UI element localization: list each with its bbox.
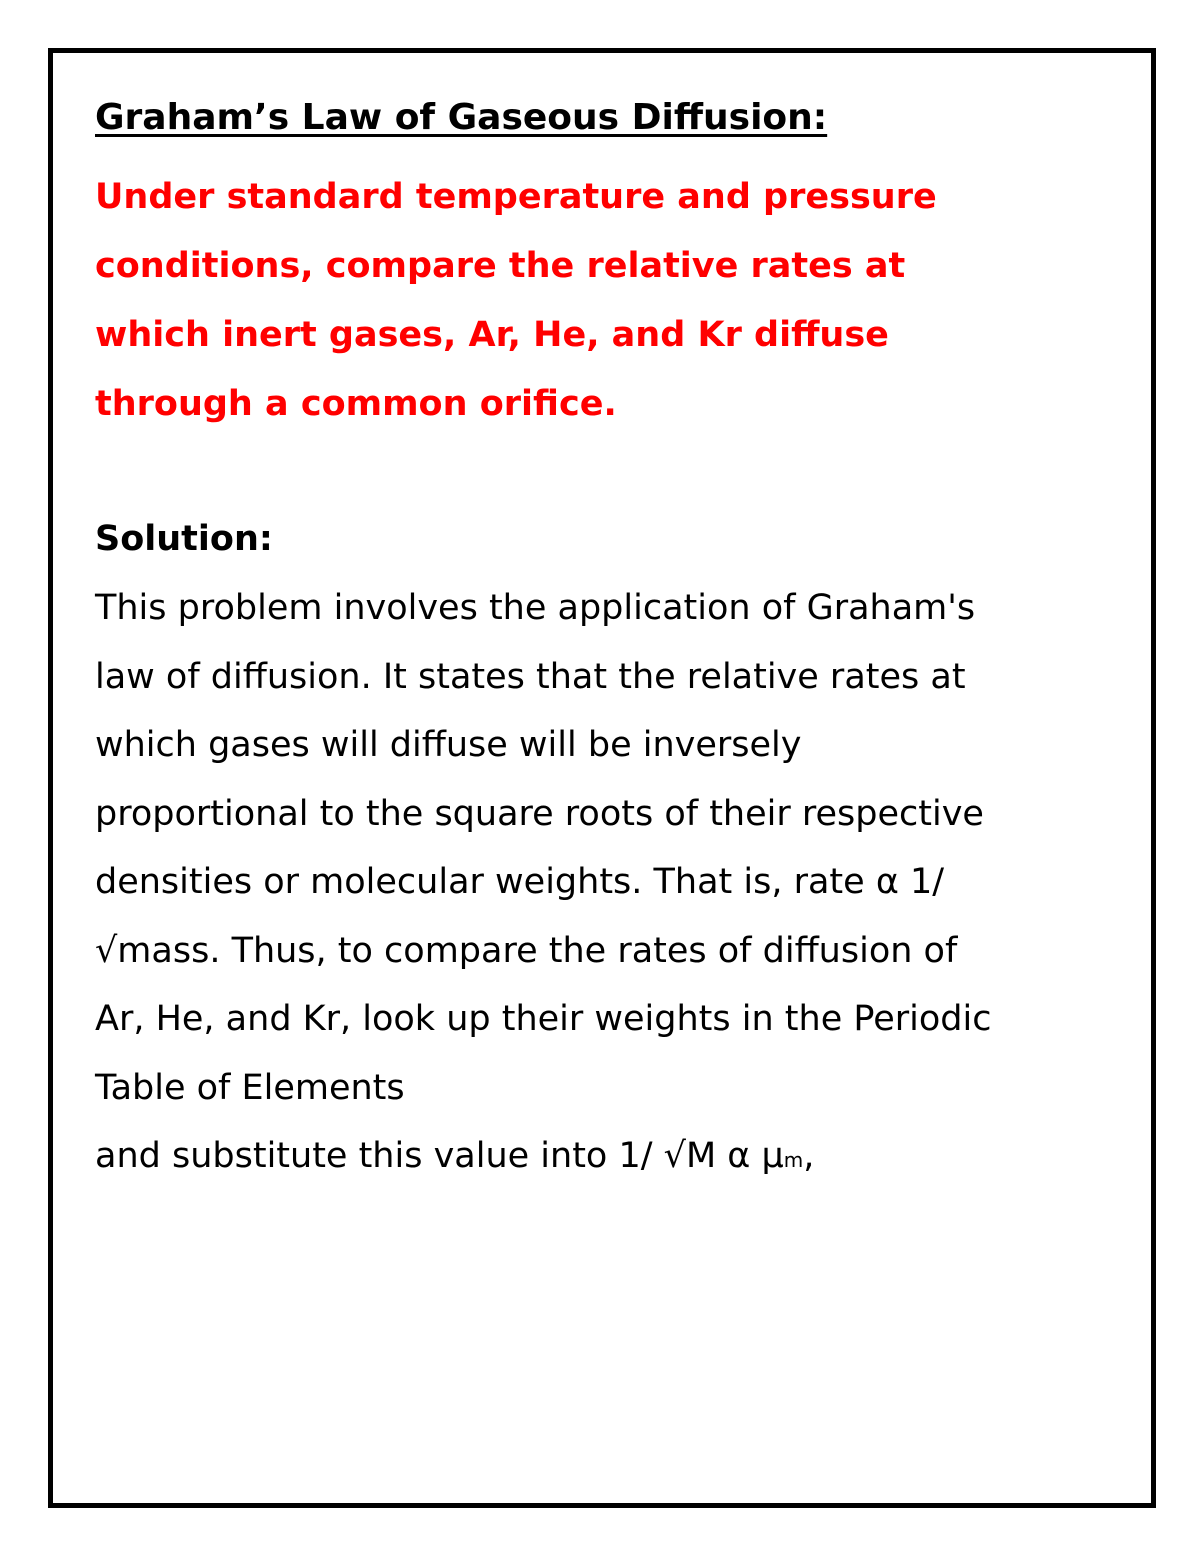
- solution-heading: Solution:: [95, 519, 273, 559]
- solution-text: This problem involves the application of Graham's law of diffusion. It states that the relative rates at which gases will diffuse will be inversely proportional to the square roots of their respective densities or molecular weights. That is, rate α 1/ √mass. Thus, to compare the rates of diffusion of Ar, He, and Kr, look up their weights in the Periodic Table of Elements: [95, 588, 992, 1108]
- document-content: [95, 95, 1015, 1195]
- final-line-end: ,: [803, 1136, 815, 1176]
- solution-final-line: [95, 1122, 1015, 1195]
- final-line-subscript: m: [783, 1148, 804, 1172]
- document-title: Graham’s Law of Gaseous Diffusion:: [95, 97, 828, 138]
- question-text: Under standard temperature and pressure conditions, compare the relative rates at which inert gases, Ar, He, and Kr diffuse through a common orifice.: [95, 177, 937, 424]
- final-line-text: and substitute this value into 1/ √M α μ: [95, 1136, 784, 1176]
